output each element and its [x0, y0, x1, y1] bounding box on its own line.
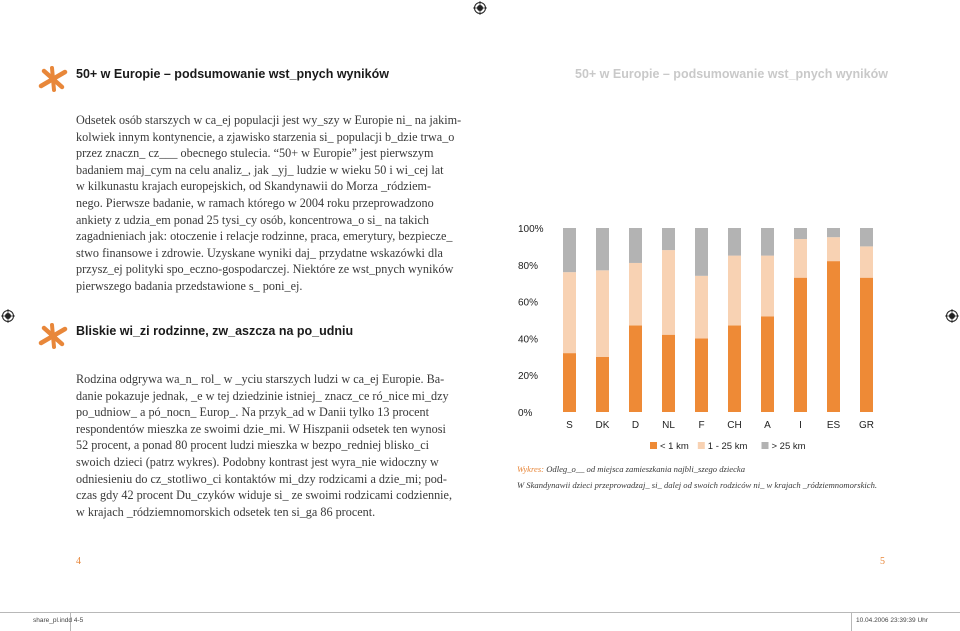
- bar-NL-1: [662, 250, 675, 335]
- bar-F-0: [695, 338, 708, 412]
- x-tick-label: GR: [859, 420, 874, 431]
- text-line: Odsetek osób starszych w ca_ej populacji jest wy_szy w Europie ni_ na jakim-: [76, 113, 462, 127]
- legend-label: > 25 km: [771, 441, 806, 452]
- bar-I-1: [794, 239, 807, 278]
- bar-D-2: [629, 228, 642, 263]
- x-tick-label: A: [764, 420, 771, 431]
- bar-S-1: [563, 272, 576, 353]
- page-title-right: 50+ w Europie – podsumowanie wst_pnych wyników: [575, 67, 888, 81]
- text-line: Rodzina odgrywa wa_n_ rol_ w _yciu starszych ludzi w ca_ej Europie. Ba-: [76, 372, 445, 386]
- bar-I-0: [794, 278, 807, 412]
- y-tick-label: 20%: [518, 371, 539, 383]
- x-tick-label: D: [631, 420, 640, 431]
- legend-swatch: [762, 442, 769, 449]
- x-tick-label: NL: [662, 420, 675, 431]
- text-line: 52 procent, a ponad 80 procent ludzi mieszka w bezpo_redniej blisko_ci: [76, 438, 429, 453]
- bar-ES-1: [827, 237, 840, 261]
- page-title-left: 50+ w Europie – podsumowanie wst_pnych wyników: [76, 67, 389, 81]
- legend-swatch: [698, 442, 705, 449]
- footer-rule: [0, 612, 960, 613]
- bar-I-2: [794, 228, 807, 239]
- bar-CH-1: [728, 256, 741, 326]
- chart-note: W Skandynawii dzieci przeprowadzaj_ si_ dalej od swoich rodziców ni_ w krajach _ródziemnomorskich.: [517, 480, 878, 490]
- bar-NL-2: [662, 228, 675, 250]
- stacked-bar-chart: [518, 220, 890, 460]
- registration-mark-left: [1, 309, 15, 323]
- x-tick-label: I: [799, 420, 802, 431]
- text-line: stwo finansowe i zdrowie. Uzyskane wyniki daj_ przydatne wskazówki dla: [76, 245, 443, 260]
- registration-mark-right: [945, 309, 959, 323]
- legend-swatch: [650, 442, 657, 449]
- x-tick-label: S: [566, 420, 573, 431]
- text-line: czas gdy 42 procent Du_czyków widuje si_ ze swoimi rodzicami codziennie,: [76, 488, 453, 503]
- text-line: ankiety z udzia_em ponad 25 tysi_cy osób, koncentrowa_o si_ na takich: [76, 212, 430, 227]
- text-line: przez znaczn_ cz___ obecnego stulecia. “50+ w Europie” jest pierwszym: [76, 146, 434, 161]
- bar-F-2: [695, 228, 708, 276]
- text-line: po_udniow_ a pó_nocn_ Europ_. Na przyk_ad w Danii tylko 13 procent: [76, 405, 430, 420]
- bar-ES-0: [827, 261, 840, 412]
- section-title: Bliskie wi_zi rodzinne, zw_aszcza na po_udniu: [76, 324, 354, 338]
- bar-NL-0: [662, 335, 675, 412]
- bar-DK-1: [596, 270, 609, 356]
- footer-filename: share_pl.indd 4-5: [33, 617, 84, 624]
- bar-GR-2: [860, 228, 873, 246]
- text-line: respondentów mieszka ze swoimi dzie_mi. W Hiszpanii odsetek ten wynosi: [76, 421, 446, 436]
- bar-CH-0: [728, 326, 741, 412]
- intro-paragraph: [76, 112, 461, 295]
- bar-A-1: [761, 256, 774, 317]
- x-tick-label: ES: [826, 420, 841, 431]
- legend-label: < 1 km: [660, 441, 689, 452]
- text-line: badaniem maj_cym na celu analiz_, jak _yj_ ludzie w wieku 50 i wi_cej lat: [76, 162, 444, 177]
- text-line: przysz_ej polityki spo_eczno-gospodarczej. Niektóre ze wst_pnych wyników: [76, 262, 454, 277]
- y-tick-label: 100%: [518, 224, 544, 235]
- bar-D-0: [629, 326, 642, 412]
- bar-F-1: [695, 276, 708, 339]
- text-line: danie pokazuje jednak, _e w tej dziedzinie istniej_ znacz_ce ró_nice mi_dzy: [76, 388, 449, 403]
- bar-CH-2: [728, 228, 741, 256]
- asterisk-logo-icon: [38, 66, 68, 92]
- text-line: w krajach _ródziemnomorskich odsetek ten si_ga 86 procent.: [76, 504, 376, 519]
- page-number-left: 4: [76, 556, 81, 567]
- text-line: zagadnieniach jak: otoczenie i relacje rodzinne, praca, emerytury, bezpiecze_: [76, 229, 453, 244]
- chart-source-text: Odleg_o__ od miejsca zamieszkania najbli_szego dziecka: [544, 464, 746, 474]
- bar-DK-2: [596, 228, 609, 270]
- text-line: kolwiek innym kontynencie, a zjawisko starzenia si_ populacji b_dzie trwa_o: [76, 129, 455, 144]
- section-paragraph: [76, 371, 452, 520]
- x-tick-label: CH: [727, 420, 742, 431]
- asterisk-section-icon: [38, 323, 68, 349]
- bar-D-1: [629, 263, 642, 326]
- footer-tick-right: [851, 612, 852, 631]
- text-line: w kilkunastu krajach europejskich, od Skandynawii do Morza _ródziem-: [76, 179, 432, 194]
- text-line: swoich dzieci (patrz wykres). Podobny kontrast jest wyra_nie widoczny w: [76, 454, 439, 469]
- bar-ES-2: [827, 228, 840, 237]
- chart-source: [517, 464, 745, 474]
- registration-mark-top: [473, 1, 487, 15]
- y-tick-label: 0%: [518, 408, 533, 419]
- footer-timestamp: 10.04.2006 23:39:39 Uhr: [856, 617, 928, 624]
- x-tick-label: F: [698, 420, 705, 431]
- text-line: pierwszego badania przedstawione s_ poni_ej.: [76, 278, 303, 293]
- bar-A-2: [761, 228, 774, 256]
- y-tick-label: 80%: [518, 260, 539, 272]
- text-line: odniesieniu do cz_stotliwo_ci kontaktów mi_dzy rodzicami a dzie_mi; pod-: [76, 471, 447, 486]
- bar-S-2: [563, 228, 576, 272]
- y-tick-label: 60%: [518, 297, 539, 309]
- bar-GR-0: [860, 278, 873, 412]
- text-line: nego. Pierwsze badanie, w ramach którego w 2004 roku przeprowadzono: [76, 195, 434, 210]
- page-number-right: 5: [880, 556, 885, 567]
- x-tick-label: DK: [595, 420, 610, 431]
- y-tick-label: 40%: [518, 334, 539, 346]
- bar-A-0: [761, 316, 774, 412]
- bar-S-0: [563, 353, 576, 412]
- chart-source-label: Wykres:: [517, 464, 545, 474]
- bar-GR-1: [860, 246, 873, 277]
- legend-label: 1 - 25 km: [707, 441, 748, 452]
- bar-DK-0: [596, 357, 609, 412]
